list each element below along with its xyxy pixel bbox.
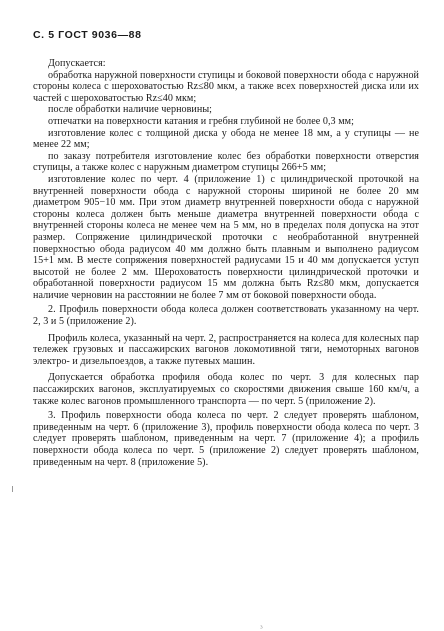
- paragraph: по заказу потребителя изготовление колес без обработки поверхности отверстия ступицы, а также колес с наружным диаметром ступицы 266+5 мм;: [33, 150, 419, 174]
- paragraph: 2. Профиль поверхности обода колеса должен соответствовать указанному на черт. 2, 3 и 5 (приложение 2).: [33, 304, 419, 328]
- paragraph: 3. Профиль поверхности обода колеса по черт. 2 следует проверять шаблоном, приведенным на черт. 6 (приложение 3), профиль поверхности обода колеса по черт. 3 следует проверять шаблоном, приведенным на черт. 7 (приложение 4); а профиль поверхности обода колеса по черт. 5 (приложение 2) следует проверять шаблоном, приведенным на черт. 8 (приложение 5).: [33, 410, 419, 468]
- margin-mark: [12, 486, 13, 492]
- paragraph: Допускается обработка профиля обода колес по черт. 3 для колесных пар пассажирских вагонов, эксплуатируемых со скоростями движения свыше 160 км/ч, а также колес вагонов промышленного транспорта — по черт. 5 (приложение 2).: [33, 372, 419, 407]
- paragraph: после обработки наличие черновины;: [48, 104, 213, 116]
- paragraph: отпечатки на поверхности катания и гребня глубиной не более 0,3 мм;: [48, 115, 354, 127]
- paragraph: обработка наружной поверхности ступицы и боковой поверхности обода с наружной стороны колеса с шероховатостью Rz≤80 мкм, а также всех поверхностей диска или их частей с шероховатостью Rz≤40 мкм;: [33, 69, 419, 104]
- paragraph: изготовление колес по черт. 4 (приложение 1) с цилиндрической проточкой на внутренней поверхности обода с наружной стороны шириной не более 20 мм диаметром 905−10 мм. При этом диаметр внутренней поверхности обода с наружной стороны колеса должен быть меньше диаметра внутренней поверхности обода с внутренней стороны колеса не менее чем на 5 мм, но в пределах поля допуска на этот размер. Сопряжение цилиндрической проточки с необработанной внутренней поверхностью обода радиусом 40 мм должно быть плавным и выполнено радиусом 15+1 мм. В месте сопряжения поверхностей радиусами 15 и 40 мм допускается уступ высотой не более 2 мм. Шероховатость поверхности цилиндрической проточки и обработанной поверхности радиусом 15 мм должна быть Rz≤80 мкм, допускается наличие черновин на расстоянии не более 7 мм от боковой поверхности обода.: [33, 173, 419, 301]
- paragraph: Профиль колеса, указанный на черт. 2, распространяется на колеса для колесных пар тележек грузовых и пассажирских вагонов локомотивной тяги, немоторных вагонов электро- и дизельпоездов, а также путевых машин.: [33, 332, 419, 367]
- page-header: С. 5 ГОСТ 9036—88: [33, 29, 142, 41]
- document-body: [33, 58, 419, 468]
- page-footer-mark: ₃: [260, 620, 263, 629]
- paragraph: изготовление колес с толщиной диска у обода не менее 18 мм, а у ступицы — не менее 22 мм;: [33, 127, 419, 151]
- paragraph: Допускается:: [48, 58, 106, 69]
